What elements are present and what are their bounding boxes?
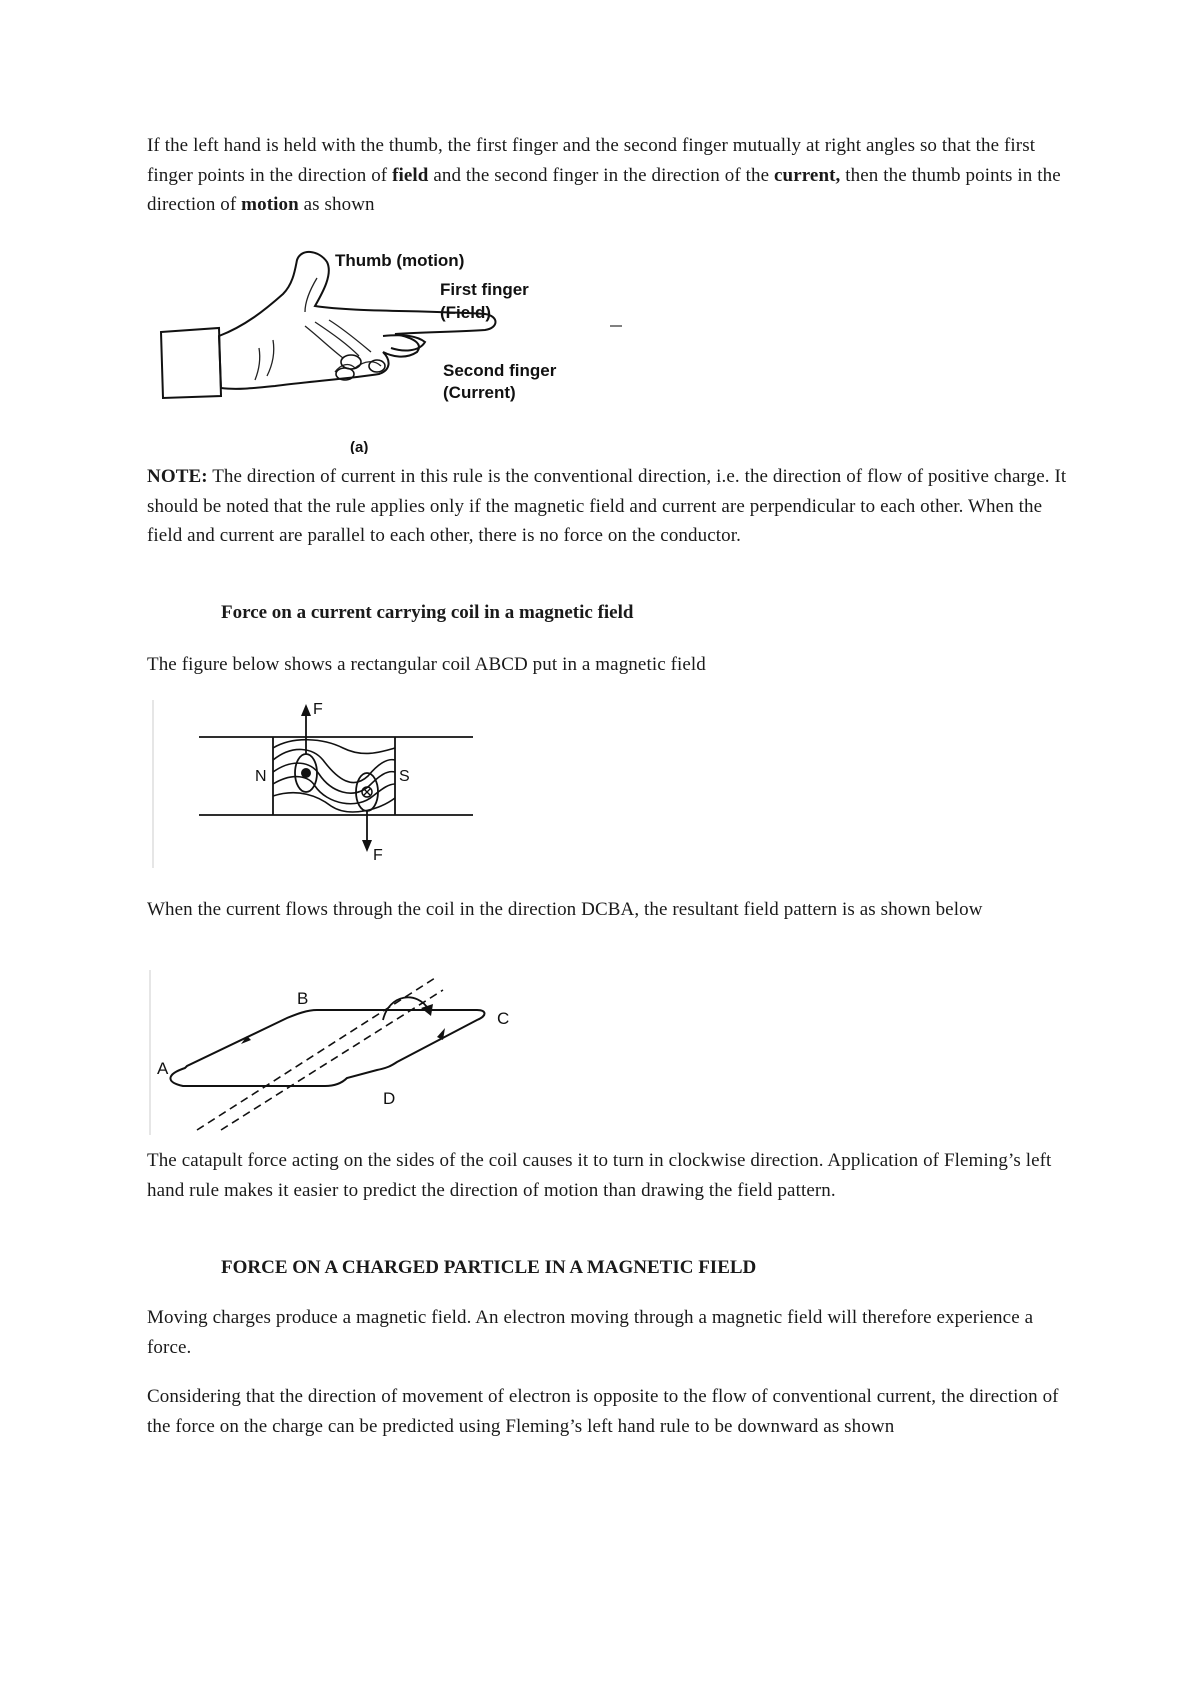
current-flow-paragraph: When the current flows through the coil in the direction DCBA, the resultant field pattern is as shown below xyxy=(147,899,983,920)
figure-caption: (a) xyxy=(350,439,369,454)
current-label: (Current) xyxy=(443,383,516,402)
note-paragraph xyxy=(147,462,1077,551)
current-out-dot xyxy=(301,768,311,778)
sleeve-cuff xyxy=(161,328,221,398)
catapult-paragraph: The catapult force acting on the sides of the coil causes it to turn in clockwise direction. Application of Fleming’s left hand rule makes it easier to predict the direction of motion than drawing the field pattern. xyxy=(147,1150,1052,1201)
rotation-axis-1 xyxy=(197,978,435,1130)
force-label-top: F xyxy=(313,701,323,718)
note-text: The direction of current in this rule is the conventional direction, i.e. the direction of flow of positive charge. It should be noted that the rule applies only if the magnetic field and current are perpendicular to each other. When the field and current are parallel to each other, there is no force on the conductor. xyxy=(147,466,1067,546)
left-hand-rule-figure xyxy=(155,248,635,454)
electron-direction-paragraph: Considering that the direction of movement of electron is opposite to the flow of conventional current, the direction of the force on the charge can be predicted using Fleming’s left hand rule to be downward as shown xyxy=(147,1386,1059,1437)
corner-label-d: D xyxy=(383,1089,396,1108)
intro-paragraph xyxy=(147,131,1077,220)
field-term: field xyxy=(392,164,429,186)
first-finger-label: First finger xyxy=(440,280,529,299)
coil-loop-figure xyxy=(147,970,527,1140)
corner-label-c: C xyxy=(497,1009,510,1028)
second-finger-label: Second finger xyxy=(443,361,557,380)
intro-text-4: as shown xyxy=(298,194,375,215)
corner-label-a: A xyxy=(157,1059,169,1078)
field-label: (Field) xyxy=(440,303,491,322)
current-term: current, xyxy=(774,164,841,186)
force-label-bottom: F xyxy=(373,847,383,864)
moving-charges-paragraph: Moving charges produce a magnetic field. An electron moving through a magnetic field will therefore experience a force. xyxy=(147,1307,1034,1358)
palm-shading xyxy=(255,278,381,380)
coil-field-figure xyxy=(143,700,483,870)
section-heading-charged-particle: FORCE ON A CHARGED PARTICLE IN A MAGNETIC FIELD xyxy=(221,1257,757,1278)
motion-term: motion xyxy=(241,194,299,215)
intro-text-2: and the second finger in the direction of the xyxy=(428,164,774,186)
second-finger xyxy=(383,335,425,350)
coil-loop xyxy=(170,1010,484,1086)
section-heading-coil: Force on a current carrying coil in a magnetic field xyxy=(221,602,634,623)
thumb-label: Thumb (motion) xyxy=(335,251,465,270)
note-label: NOTE: xyxy=(147,466,208,487)
corner-label-b: B xyxy=(297,989,309,1008)
south-pole-label: S xyxy=(399,768,410,785)
intro-text-1: If the left hand is held with the thumb, the first finger and the second finger mutually at right angles so that the first finger points in the direction of xyxy=(147,135,1036,186)
north-pole-label: N xyxy=(255,768,267,785)
coil-intro-paragraph: The figure below shows a rectangular coil ABCD put in a magnetic field xyxy=(147,654,706,675)
intro-text-3: then the thumb points in the direction of xyxy=(147,164,1061,215)
